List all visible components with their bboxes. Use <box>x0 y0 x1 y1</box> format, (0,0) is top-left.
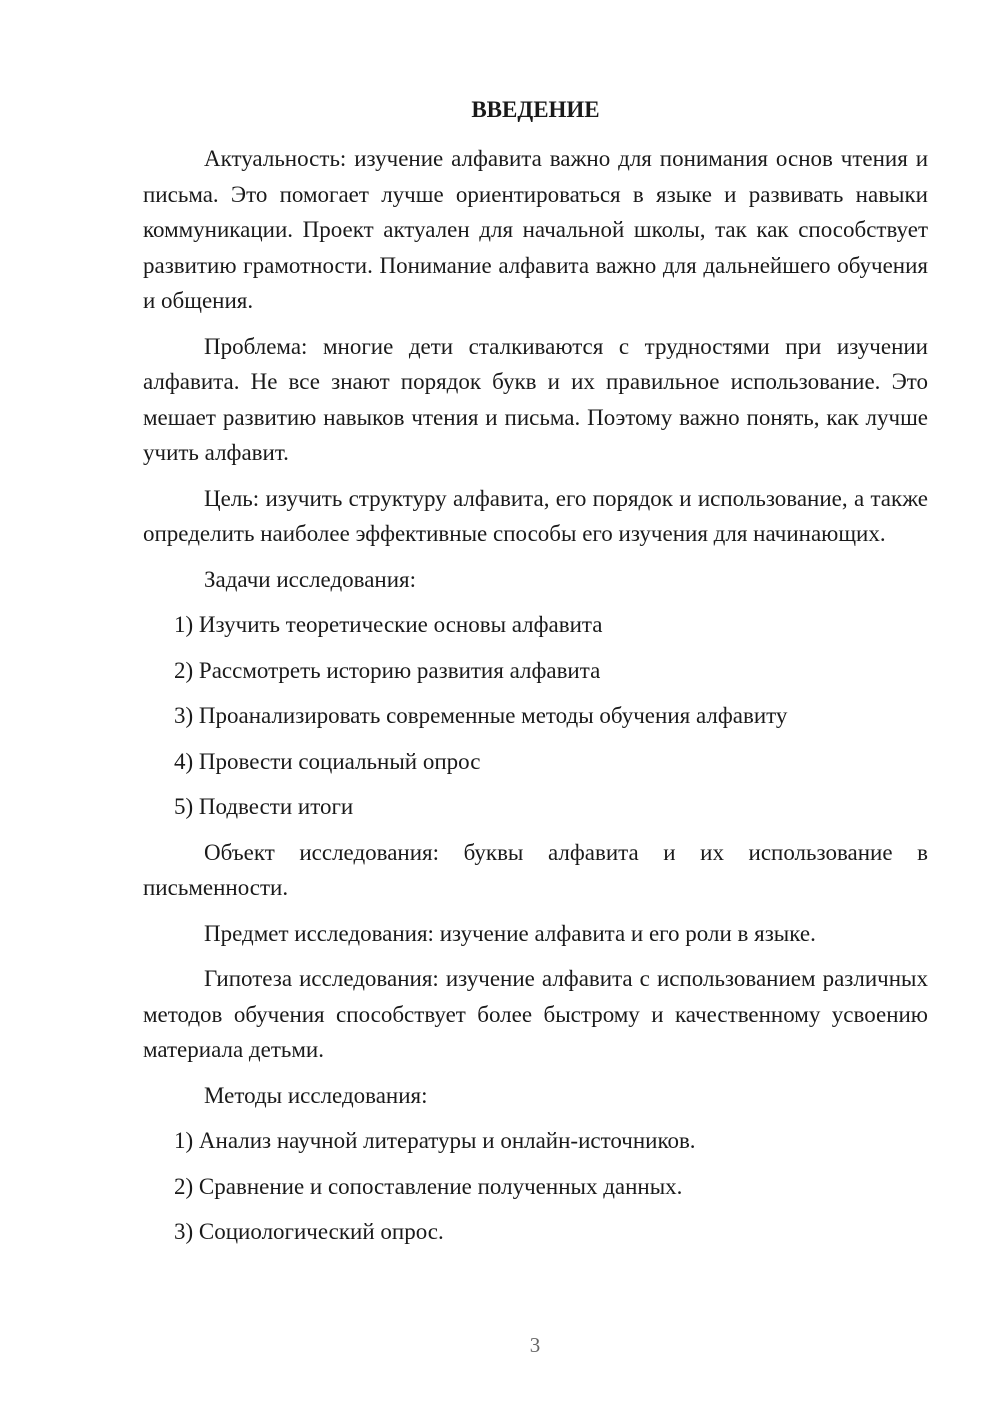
section-title: ВВЕДЕНИЕ <box>471 97 600 122</box>
subject-paragraph: Предмет исследования: изучение алфавита и его роли в языке. <box>204 920 816 946</box>
task-item: 3) Проанализировать современные методы обучения алфавиту <box>174 703 788 728</box>
methods-heading: Методы исследования: <box>204 1082 428 1108</box>
method-item: 2) Сравнение и сопоставление полученных данных. <box>174 1173 683 1199</box>
tasks-heading: Задачи исследования: <box>204 566 417 592</box>
task-item: 1) Изучить теоретические основы алфавита <box>174 612 603 637</box>
task-item: 2) Рассмотреть историю развития алфавита <box>174 657 601 683</box>
method-item: 1) Анализ научной литературы и онлайн-источников. <box>174 1128 696 1153</box>
method-item: 3) Социологический опрос. <box>174 1219 444 1244</box>
page-number: 3 <box>529 1333 541 1357</box>
document-page <box>143 92 928 1260</box>
tasks-list <box>143 607 928 825</box>
task-item: 4) Провести социальный опрос <box>174 748 481 774</box>
object-paragraph: Объект исследования: буквы алфавита и их использование в письменности. <box>143 839 928 900</box>
hypothesis-paragraph: Гипотеза исследования: изучение алфавита с использованием различных методов обучения способствует более быстрому и качественному усвоению материала детьми. <box>143 966 928 1062</box>
task-item: 5) Подвести итоги <box>174 794 354 819</box>
relevance-paragraph: Актуальность: изучение алфавита важно для понимания основ чтения и письма. Это помогает лучше ориентироваться в языке и развивать навыки коммуникации. Проект актуален для начальной школы, так как способствует развитию грамотности. Понимание алфавита важно для дальнейшего обучения и общения. <box>143 146 928 313</box>
goal-paragraph: Цель: изучить структуру алфавита, его порядок и использование, а также определить наиболее эффективные способы его изучения для начинающих. <box>143 485 928 546</box>
problem-paragraph: Проблема: многие дети сталкиваются с трудностями при изучении алфавита. Не все знают порядок букв и их правильное использование. Это мешает развитию навыков чтения и письма. Поэтому важно понять, как лучше учить алфавит. <box>143 333 928 465</box>
methods-list <box>143 1123 928 1250</box>
